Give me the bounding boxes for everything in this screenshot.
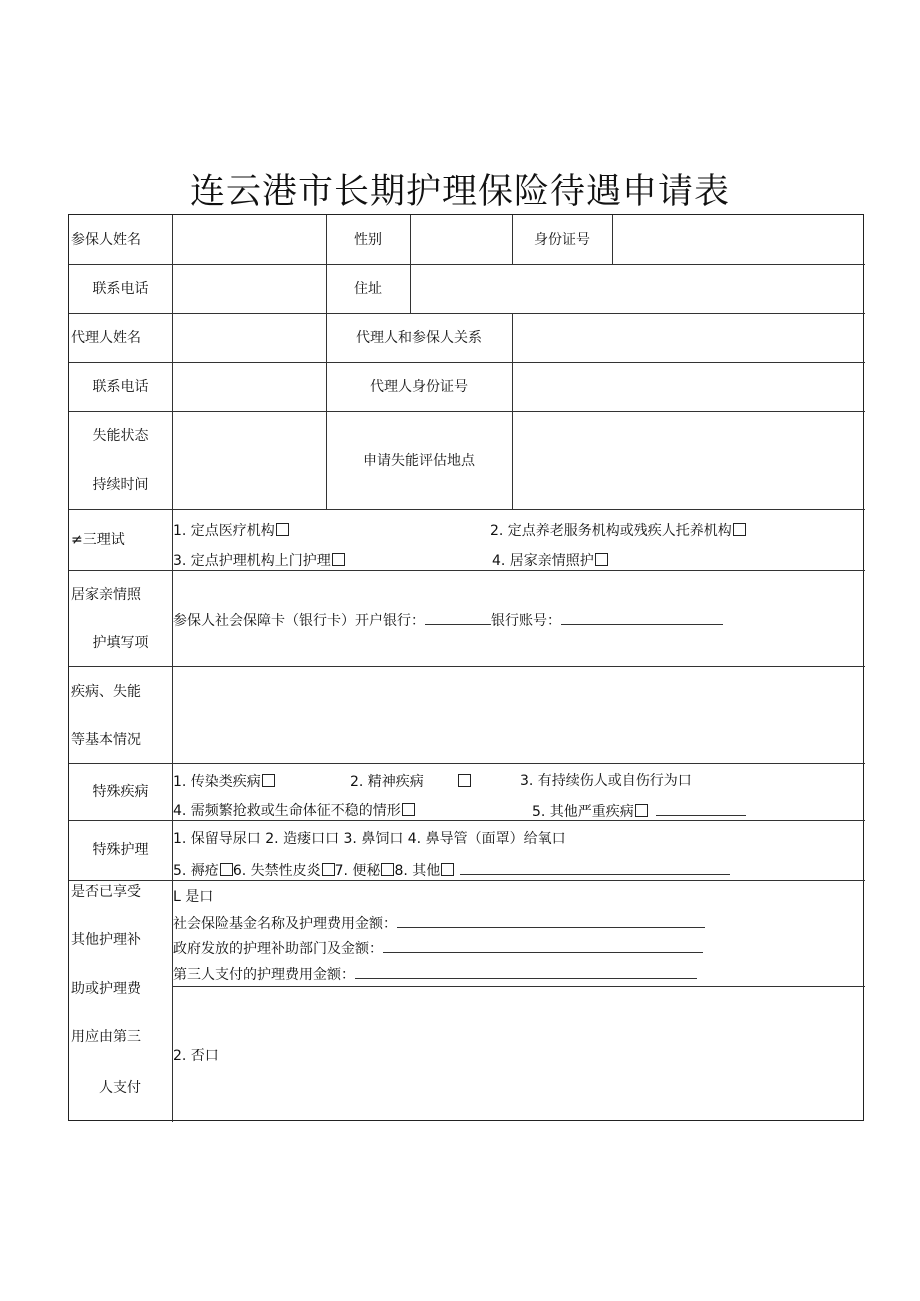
care-option-4[interactable]: [492, 553, 608, 568]
fund-line: [173, 915, 705, 931]
special-disease-label: 特殊疾病: [92, 784, 149, 800]
application-form: [68, 214, 864, 1121]
care-option-1-label: 1. 定点医疗机构: [173, 523, 275, 539]
other-disease-field[interactable]: [656, 803, 746, 816]
third-label: 第三人支付的护理费用金额：: [173, 967, 355, 983]
id-number-label: 身份证号: [534, 232, 590, 248]
checkbox[interactable]: [402, 803, 415, 816]
care-option-4-label: 4. 居家亲情照护: [492, 553, 594, 569]
special-care-option-5-label: 5. 褥疮: [173, 863, 219, 879]
gov-line: [173, 940, 703, 956]
special-care-line-2[interactable]: [173, 862, 730, 878]
checkbox[interactable]: [276, 523, 289, 536]
checkbox[interactable]: [458, 774, 471, 787]
agent-phone-label: 联系电话: [92, 379, 149, 395]
agent-relation-label: 代理人和参保人关系: [356, 330, 482, 346]
checkbox[interactable]: [332, 553, 345, 566]
other-subsidy-label-2: 其他护理补: [71, 932, 141, 948]
phone-field[interactable]: [182, 270, 320, 308]
bank-account-field[interactable]: [561, 612, 723, 625]
special-disease-option-3[interactable]: 3. 有持续伤人或自伤行为口: [520, 773, 692, 789]
checkbox[interactable]: [733, 523, 746, 536]
page-title: 连云港市长期护理保险待遇申请表: [189, 172, 730, 212]
other-subsidy-label-3: 助或护理费: [71, 981, 141, 997]
address-label: 住址: [354, 281, 382, 297]
id-number-field[interactable]: [618, 221, 858, 259]
checkbox[interactable]: [322, 863, 335, 876]
agent-phone-field[interactable]: [182, 368, 320, 406]
checkbox[interactable]: [220, 863, 233, 876]
bank-line: [173, 612, 723, 628]
other-subsidy-label-1: 是否已享受: [71, 884, 141, 900]
disease-label-2: 等基本情况: [71, 732, 141, 748]
bank-name-field[interactable]: [425, 612, 491, 625]
checkbox[interactable]: [262, 774, 275, 787]
special-disease-option-5-label: 5. 其他严重疾病: [532, 804, 634, 820]
insured-name-field[interactable]: [182, 221, 320, 259]
care-option-2[interactable]: [490, 523, 746, 538]
agent-name-label: 代理人姓名: [71, 330, 141, 346]
special-disease-option-2-label: 2. 精神疾病: [350, 774, 424, 790]
agent-name-field[interactable]: [182, 319, 320, 357]
subsidy-yes-option[interactable]: L 是口: [173, 889, 214, 905]
disease-label-1: 疾病、失能: [71, 684, 141, 700]
bank-account-label: 银行账号：: [491, 613, 561, 629]
special-disease-option-5[interactable]: [532, 803, 746, 819]
special-disease-option-4-label: 4. 需频繁抢救或生命体征不稳的情形: [173, 803, 401, 819]
address-field[interactable]: [416, 270, 856, 308]
insured-name-label: 参保人姓名: [71, 232, 141, 248]
subsidy-no-option[interactable]: 2. 否口: [173, 1048, 219, 1064]
family-care-label-1: 居家亲情照: [71, 587, 141, 603]
phone-label: 联系电话: [92, 281, 149, 297]
disability-duration-label-2: 持续时间: [92, 477, 149, 493]
assessment-location-label: 申请失能评估地点: [363, 453, 475, 469]
special-care-option-8-label: 8. 其他: [394, 863, 441, 879]
other-care-field[interactable]: [460, 862, 730, 875]
agent-id-label: 代理人身份证号: [370, 379, 468, 395]
disease-field[interactable]: [178, 672, 858, 758]
care-method-label: ≠三理试: [71, 532, 125, 548]
disability-duration-field[interactable]: [182, 417, 320, 503]
special-care-option-6-label: 6. 失禁性皮炎: [232, 863, 321, 879]
checkbox[interactable]: [595, 553, 608, 566]
bank-label: 参保人社会保障卡（银行卡）开户银行：: [173, 613, 425, 629]
third-field[interactable]: [355, 966, 697, 979]
checkbox[interactable]: [635, 804, 648, 817]
agent-relation-field[interactable]: [518, 319, 858, 357]
gov-field[interactable]: [383, 940, 703, 953]
gov-label: 政府发放的护理补助部门及金额：: [173, 941, 383, 957]
disability-duration-label-1: 失能状态: [92, 428, 149, 444]
special-care-label: 特殊护理: [92, 842, 149, 858]
agent-id-field[interactable]: [518, 368, 858, 406]
special-disease-option-2[interactable]: [350, 774, 471, 789]
special-disease-option-1-label: 1. 传染类疾病: [173, 774, 261, 790]
special-disease-option-1[interactable]: [173, 774, 275, 789]
care-option-2-label: 2. 定点养老服务机构或残疾人托养机构: [490, 523, 732, 539]
special-disease-option-4[interactable]: [173, 803, 415, 818]
other-subsidy-label-5: 人支付: [99, 1080, 141, 1096]
special-care-option-7-label: 7. 便秘: [334, 863, 381, 879]
fund-field[interactable]: [397, 915, 705, 928]
gender-label: 性别: [354, 232, 382, 248]
care-option-3-label: 3. 定点护理机构上门护理: [173, 553, 331, 569]
special-care-line-1[interactable]: 1. 保留导尿口 2. 造瘘口口 3. 鼻饲口 4. 鼻导管（面罩）给氧口: [173, 831, 566, 847]
gender-field[interactable]: [416, 221, 506, 259]
other-subsidy-label-4: 用应由第三: [71, 1029, 141, 1045]
family-care-label-2: 护填写项: [92, 635, 149, 651]
checkbox[interactable]: [381, 863, 394, 876]
care-option-3[interactable]: [173, 553, 345, 568]
care-option-1[interactable]: [173, 523, 289, 538]
fund-label: 社会保险基金名称及护理费用金额：: [173, 916, 397, 932]
checkbox[interactable]: [441, 863, 454, 876]
assessment-location-field[interactable]: [518, 417, 858, 503]
third-line: [173, 966, 697, 982]
